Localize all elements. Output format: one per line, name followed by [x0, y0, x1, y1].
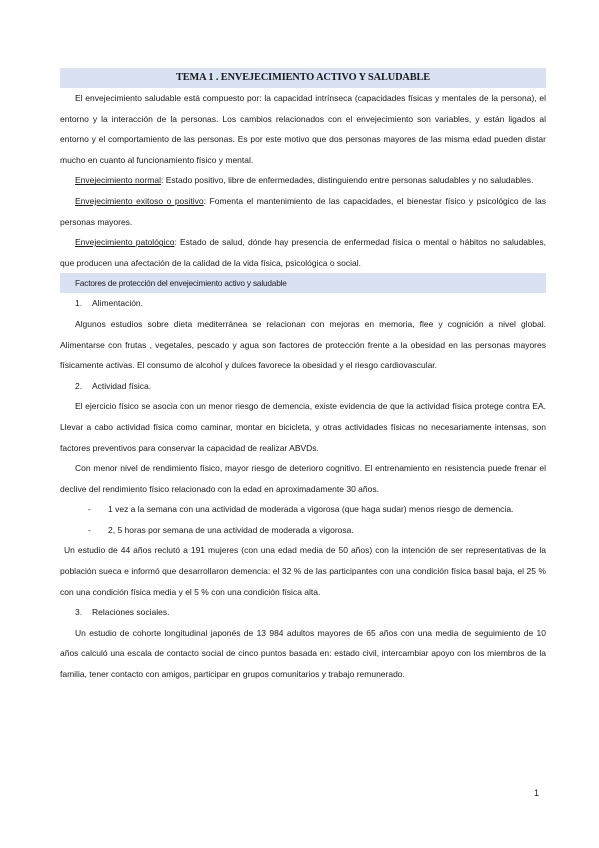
- actividad-paragraph-1: El ejercicio físico se asocia con un menor riesgo de demencia, existe evidencia de que la actividad física protege contra EA. Llevar a cabo actividad física como caminar, montar en bicicleta, y otras actividades físicas no necesariamente intensas, son factores preventivos para conservar la capacidad de realizar ABVDs.: [60, 401, 546, 453]
- bullet-marker: -: [88, 524, 91, 535]
- page-number: 1: [534, 788, 540, 798]
- page-content: [60, 68, 546, 685]
- list-item-relaciones: [60, 602, 546, 623]
- item-number: 1.: [75, 298, 83, 309]
- relaciones-paragraph: Un estudio de cohorte longitudinal japonés de 13 984 adultos mayores de 65 años con una media de seguimiento de 10 años calculó una escala de contacto social de cinco puntos basada en: estado civil, intercambiar apoyo con los miembros de la familia, tener contacto con amigos, participar en grupos comunitarios y trabajo remunerado.: [60, 627, 546, 680]
- definition-text: : Estado positivo, libre de enfermedades, distinguiendo entre personas saludables y no saludables.: [160, 175, 534, 186]
- definition-text: : Fomenta el mantenimiento de las capacidades, el bienestar físico y psicológico de las personas mayores.: [60, 195, 546, 227]
- actividad-paragraph-3: Un estudio de 44 años reclutó a 191 mujeres (con una edad media de 50 años) con la intención de ser representativas de la población sueca e informó que desarrollaron demencia: el 32 % de las participantes con una condición física basal baja, el 25 % con una condición física media y el 5 % con una condición física alta.: [60, 545, 546, 597]
- section-heading: Factores de protección del envejecimiento activo y saludable: [60, 273, 546, 293]
- bullet-marker: -: [88, 504, 91, 515]
- item-label: Alimentación.: [92, 298, 144, 309]
- definition-text: : Estado de salud, dónde hay presencia de enfermedad física o mental o hábitos no saludables, que producen una afectación de la calidad de la vida física, psicológica o social.: [60, 237, 546, 268]
- bullet-item: [60, 520, 546, 541]
- definition-exitoso: [60, 191, 546, 232]
- item-label: Actividad física.: [92, 380, 152, 391]
- definition-term: Envejecimiento patológico: [75, 237, 175, 248]
- definition-term: Envejecimiento exitoso o positivo: [75, 195, 204, 206]
- document-title: TEMA 1 . ENVEJECIMIENTO ACTIVO Y SALUDABLE: [60, 68, 546, 88]
- definition-patologico: [60, 232, 546, 273]
- list-item-actividad: [60, 376, 546, 397]
- alimentacion-paragraph: Algunos estudios sobre dieta mediterránea se relacionan con mejoras en memoria, flee y cognición a nivel global. Alimentarse con frutas , vegetales, pescado y agua son factores de protección frente a la obesidad en las personas mayores físicamente activas. El consumo de alcohol y dulces favorece la obesidad y el riesgo cardiovascular.: [60, 318, 546, 371]
- item-number: 2.: [75, 380, 83, 391]
- bullet-text: 1 vez a la semana con una actividad de moderada a vigorosa (que haga sudar) menos riesgo de demencia.: [108, 504, 514, 515]
- intro-paragraph: El envejecimiento saludable está compuesto por: la capacidad intrínseca (capacidades físicas y mentales de la persona), el entorno y la interacción de la personas. Los cambios relacionados con el envejecimiento son variables, y están ligados al entorno y el comportamiento de las personas. Es por este motivo que dos personas mayores de las misma edad pueden distar mucho en cuanto al funcionamiento físico y mental.: [60, 93, 546, 165]
- item-number: 3.: [75, 607, 83, 618]
- bullet-text: 2, 5 horas por semana de una actividad de moderada a vigorosa.: [108, 524, 354, 535]
- list-item-alimentacion: [60, 293, 546, 314]
- bullet-item: [60, 499, 546, 520]
- definition-term: Envejecimiento normal: [75, 175, 161, 186]
- definition-normal: [60, 170, 546, 191]
- item-label: Relaciones sociales.: [92, 607, 170, 618]
- actividad-paragraph-2: Con menor nivel de rendimiento físico, mayor riesgo de deterioro cognitivo. El entrenamiento en resistencia puede frenar el declive del rendimiento físico relacionado con la edad en aproximadamente 30 años.: [60, 463, 546, 494]
